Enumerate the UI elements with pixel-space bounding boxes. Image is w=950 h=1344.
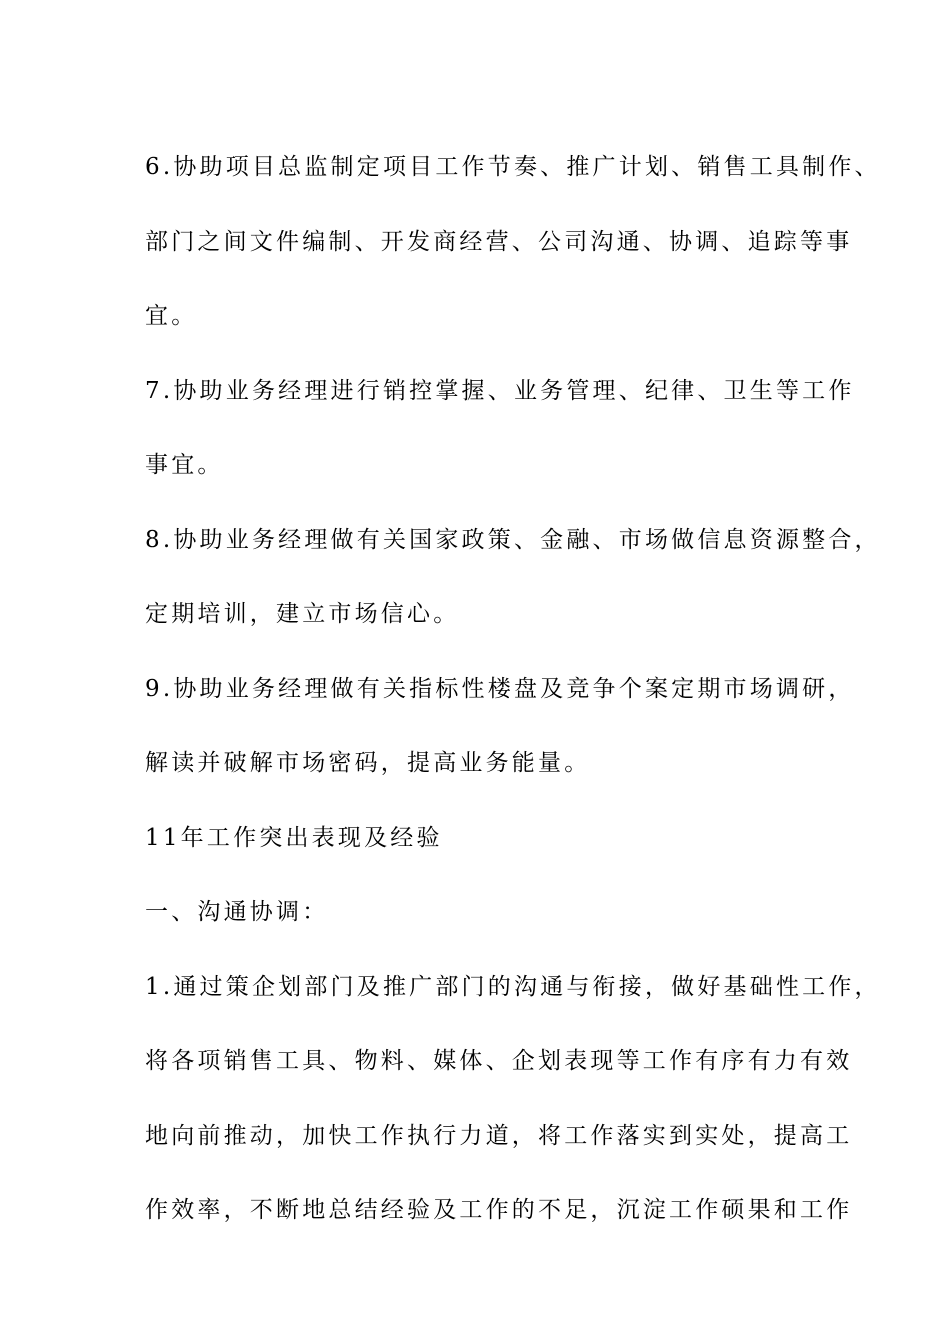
text-line: 定期培训，建立市场信心。	[145, 601, 460, 627]
text-line: 宜。	[145, 303, 198, 329]
text-line: 7.协助业务经理进行销控掌握、业务管理、纪律、卫生等工作	[145, 377, 855, 404]
text-line: 8.协助业务经理做有关国家政策、金融、市场做信息资源整合，	[145, 526, 881, 553]
subsection-heading: 一、沟通协调：	[145, 899, 329, 925]
text-line: 将各项销售工具、物料、媒体、企划表现等工作有序有力有效	[145, 1048, 853, 1074]
section-heading: 11年工作突出表现及经验	[145, 824, 443, 851]
text-line: 解读并破解市场密码，提高业务能量。	[145, 750, 591, 776]
text-line: 部门之间文件编制、开发商经营、公司沟通、协调、追踪等事	[145, 228, 853, 255]
text-line: 作效率，不断地总结经验及工作的不足，沉淀工作硕果和工作	[145, 1197, 853, 1223]
text-line: 地向前推动，加快工作执行力道，将工作落实到实处，提高工	[145, 1122, 853, 1149]
document-body	[145, 130, 881, 1248]
text-line: 事宜。	[145, 452, 224, 478]
text-line: 6.协助项目总监制定项目工作节奏、推广计划、销售工具制作、	[145, 154, 881, 180]
text-line: 9.协助业务经理做有关指标性楼盘及竞争个案定期市场调研，	[145, 675, 855, 702]
text-line: 1.通过策企划部门及推广部门的沟通与衔接，做好基础性工作，	[145, 973, 881, 1000]
